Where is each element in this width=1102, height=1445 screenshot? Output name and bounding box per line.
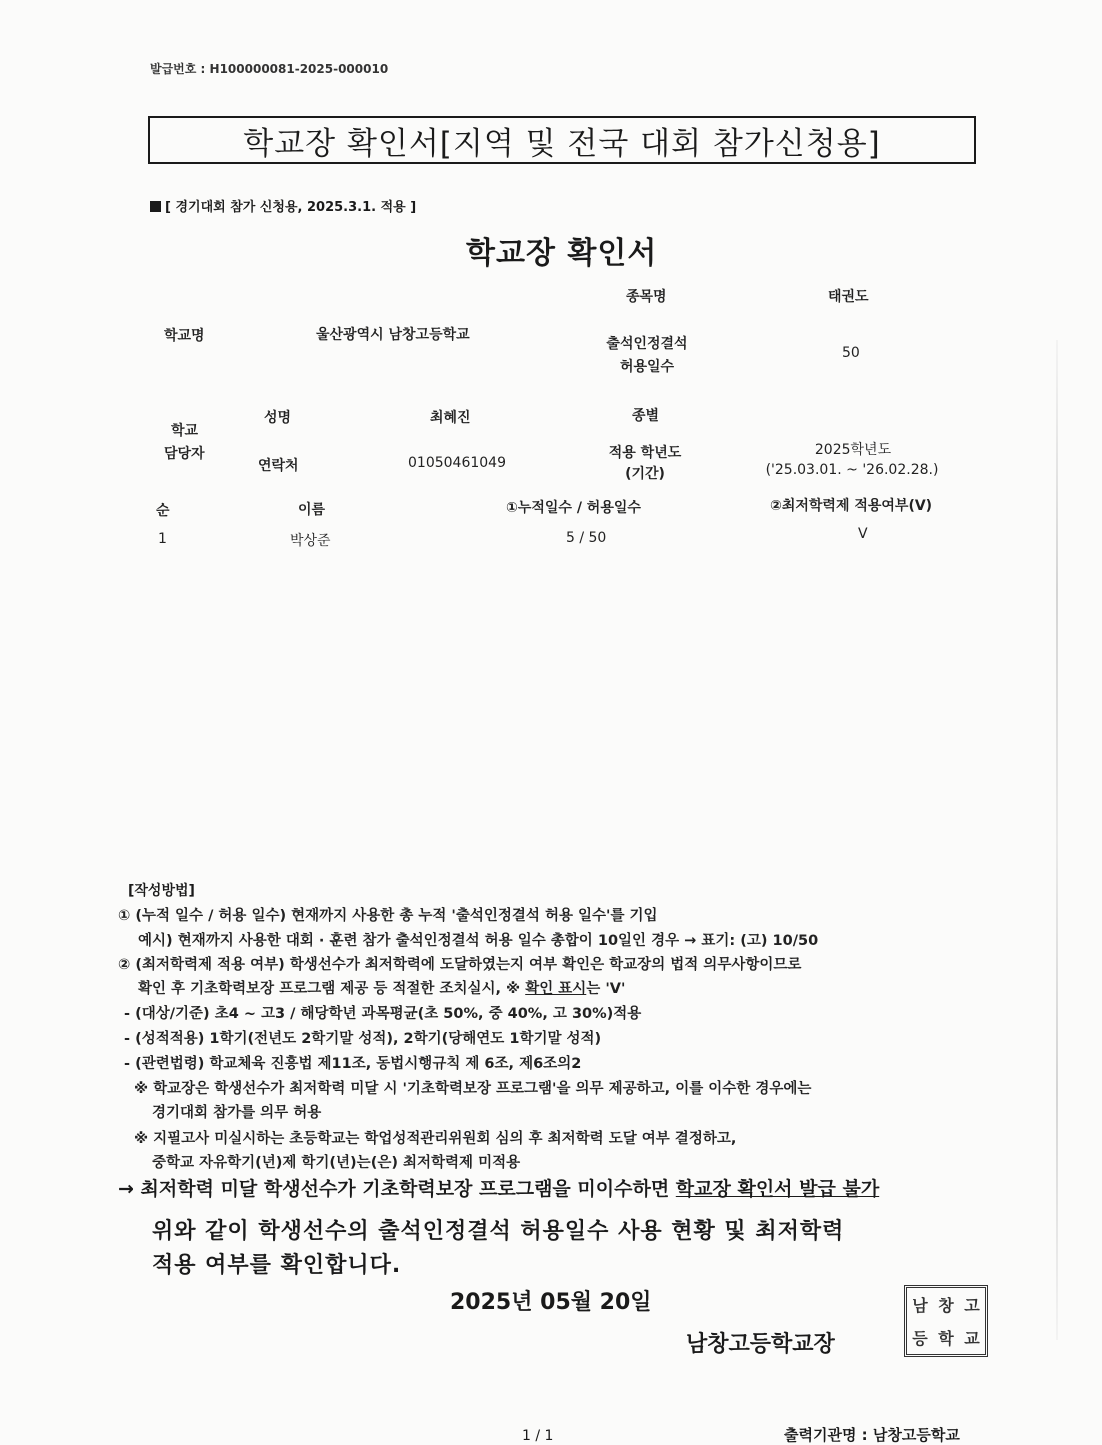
method-line-10: ※ 지필고사 미실시하는 초등학교는 학업성적관리위원회 심의 후 최저학력 도달 여부 결정하고,	[134, 1131, 737, 1147]
method-line-4	[138, 977, 625, 998]
method-line-4-text: 확인 후 기초학력보장 프로그램 제공 등 적절한 조치실시, ※	[138, 981, 526, 997]
year-label-1: 적용 학년도	[608, 445, 682, 461]
footer-page-number: 1 / 1	[522, 1428, 554, 1444]
footer-organization: 출력기관명 : 남창고등학교	[784, 1426, 960, 1444]
row-name: 박상준	[290, 533, 331, 549]
method-line-4-emphasis: 확인 표시	[525, 981, 587, 997]
sport-value: 태권도	[828, 289, 869, 305]
table-header-days: ①누적일수 / 허용일수	[506, 500, 641, 516]
name-label: 성명	[264, 410, 292, 426]
name-value: 최혜진	[430, 410, 471, 426]
method-title: [작성방법]	[128, 883, 195, 899]
method-line-11: 중학교 자유학기(년)제 학기(년)는(은) 최저학력제 미적용	[152, 1155, 521, 1171]
scope-note	[150, 196, 416, 215]
staff-label-2: 담당자	[164, 446, 205, 462]
year-label-2: (기간)	[625, 466, 665, 482]
sport-label: 종목명	[626, 289, 667, 305]
contact-value: 01050461049	[408, 455, 506, 471]
year-value-2: ('25.03.01. ~ '26.02.28.)	[765, 462, 939, 478]
allowed-days-label-1: 출석인정결석	[606, 336, 688, 352]
confirm-line-2: 적용 여부를 확인합니다.	[152, 1253, 402, 1278]
subtitle: 학교장 확인서	[466, 236, 658, 271]
document-title: 학교장 확인서[지역 및 전국 대회 참가신청용]	[243, 125, 881, 162]
seal-char: 고	[964, 1296, 980, 1315]
school-seal	[904, 1285, 988, 1357]
seal-char: 교	[964, 1329, 980, 1348]
confirm-line-1: 위와 같이 학생선수의 출석인정결석 허용일수 사용 현황 및 최저학력	[152, 1219, 845, 1244]
gender-label: 종별	[632, 408, 660, 424]
method-line-5: - (대상/기준) 초4 ~ 고3 / 해당학년 과목평균(초 50%, 중 40%, 고 30%)적용	[124, 1006, 642, 1022]
method-line-1: ① (누적 일수 / 허용 일수) 현재까지 사용한 총 누적 '출석인정결석 허용 일수'를 기입	[118, 908, 658, 924]
scope-note-text: [ 경기대회 참가 신청용, 2025.3.1. 적용 ]	[165, 200, 417, 215]
allowed-days-label-2: 허용일수	[619, 359, 675, 375]
allowed-days-value: 50	[842, 345, 860, 361]
method-line-7: - (관련법령) 학교체육 진흥법 제11조, 동법시행규칙 제 6조, 제6조의2	[124, 1056, 582, 1072]
method-line-6: - (성적적용) 1학기(전년도 2학기말 성적), 2학기(당해연도 1학기말 성적)	[124, 1031, 602, 1047]
method-line-4-tail: 는 'V'	[586, 981, 626, 997]
issue-number: 발급번호 : H100000081-2025-000010	[150, 62, 389, 76]
method-line-9: 경기대회 참가를 의무 허용	[152, 1105, 322, 1121]
scan-artifact-line	[1056, 340, 1058, 1340]
seal-char: 등	[912, 1329, 928, 1348]
seal-char: 남	[912, 1296, 928, 1315]
warning-text: → 최저학력 미달 학생선수가 기초학력보장 프로그램을 미이수하면	[118, 1178, 676, 1200]
contact-label: 연락처	[258, 458, 299, 474]
document-title-box	[148, 116, 976, 164]
table-header-name: 이름	[298, 502, 326, 518]
school-value: 울산광역시 남창고등학교	[316, 327, 470, 343]
warning-line	[118, 1174, 879, 1201]
table-header-no: 순	[156, 503, 170, 519]
issue-date: 2025년 05월 20일	[450, 1290, 652, 1315]
principal-name: 남창고등학교장	[686, 1332, 835, 1357]
row-days: 5 / 50	[566, 530, 607, 546]
year-value-1: 2025학년도	[814, 442, 892, 458]
method-line-3: ② (최저학력제 적용 여부) 학생선수가 최저학력에 도달하였는지 여부 확인은 학교장의 법적 의무사항이므로	[118, 957, 802, 973]
method-line-2: 예시) 현재까지 사용한 대회 · 훈련 참가 출석인정결석 허용 일수 총합이 10일인 경우 → 표기: (고) 10/50	[138, 933, 819, 949]
school-label: 학교명	[164, 328, 205, 344]
warning-emphasis: 학교장 확인서 발급 불가	[675, 1178, 880, 1200]
row-no: 1	[158, 531, 167, 547]
seal-char: 창	[938, 1296, 954, 1315]
table-header-min-academic: ②최저학력제 적용여부(V)	[770, 498, 933, 514]
seal-char: 학	[938, 1329, 954, 1348]
staff-label-1: 학교	[171, 423, 199, 439]
square-bullet-icon	[150, 201, 161, 212]
method-line-8: ※ 학교장은 학생선수가 최저학력 미달 시 '기초학력보장 프로그램'을 의무 제공하고, 이를 이수한 경우에는	[134, 1081, 812, 1097]
row-applied: V	[858, 526, 868, 542]
